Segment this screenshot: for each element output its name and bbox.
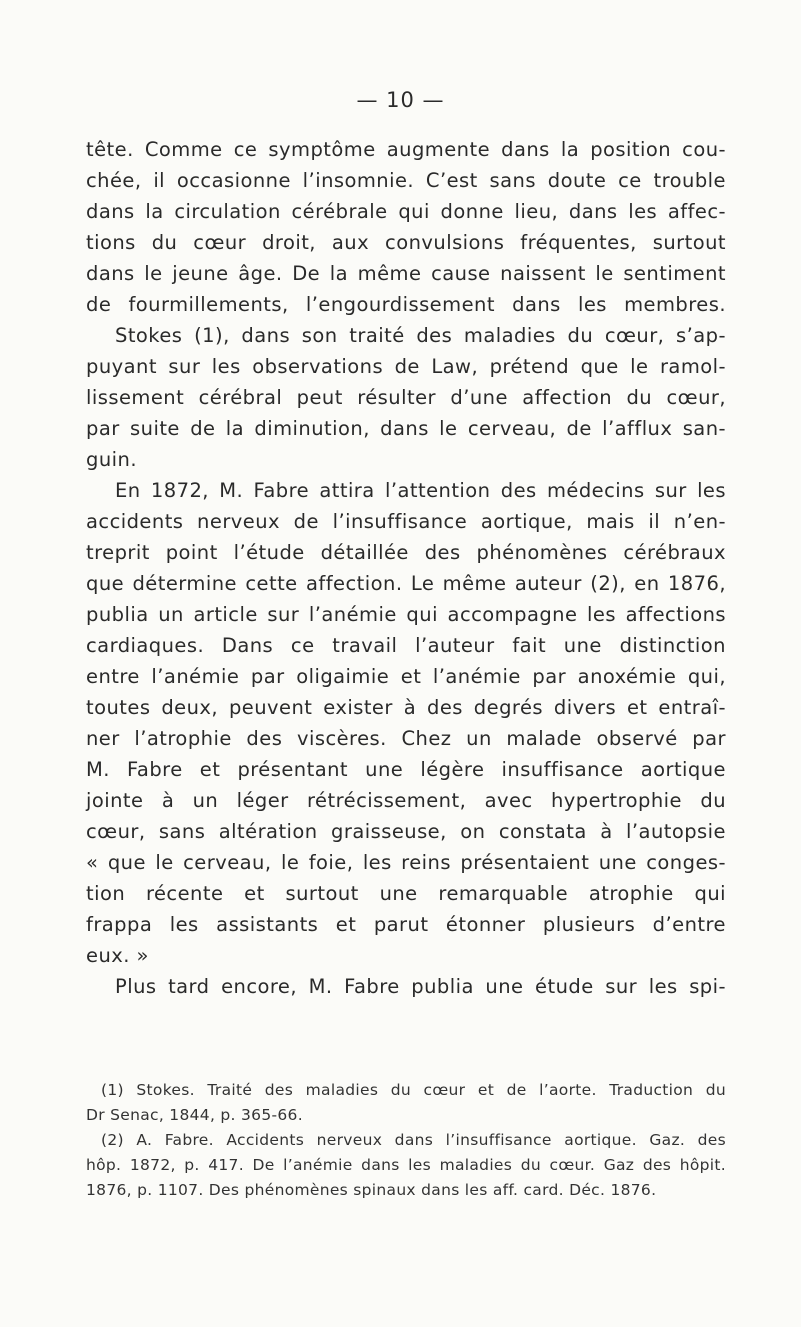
text-line: tion récente et surtout une remarquable atrophie qui xyxy=(86,882,726,905)
text-line: cœur, sans altération graisseuse, on constata à l’autopsie xyxy=(86,820,726,843)
text-line: frappa les assistants et parut étonner plusieurs d’entre xyxy=(86,913,726,936)
text-line: toutes deux, peuvent exister à des degrés divers et entraî- xyxy=(86,696,726,719)
text-line: chée, il occasionne l’insomnie. C’est sans doute ce trouble xyxy=(86,169,726,192)
paragraph-end-line: guin. xyxy=(86,448,137,471)
paragraph-start-line: En 1872, M. Fabre attira l’attention des médecins sur les xyxy=(115,479,726,502)
body-text xyxy=(86,134,726,1002)
text-line: jointe à un léger rétrécissement, avec hypertrophie du xyxy=(86,789,726,812)
text-line: dans le jeune âge. De la même cause naissent le sentiment xyxy=(86,262,726,285)
text-line: par suite de la diminution, dans le cerveau, de l’afflux san- xyxy=(86,417,726,440)
page-number: — 10 — xyxy=(356,88,445,112)
text-line: dans la circulation cérébrale qui donne lieu, dans les affec- xyxy=(86,200,726,223)
footnote-line: Dr Senac, 1844, p. 365-66. xyxy=(86,1106,303,1124)
text-line: tions du cœur droit, aux convulsions fréquentes, surtout xyxy=(86,231,726,254)
text-line: accidents nerveux de l’insuffisance aortique, mais il n’en- xyxy=(86,510,726,533)
text-line: lissement cérébral peut résulter d’une affection du cœur, xyxy=(86,386,726,409)
footnote-line: hôp. 1872, p. 417. De l’anémie dans les maladies du cœur. Gaz des hôpit. xyxy=(86,1156,726,1174)
text-line: puyant sur les observations de Law, prétend que le ramol- xyxy=(86,355,726,378)
text-line: de fourmillements, l’engourdissement dans les membres. xyxy=(86,293,726,316)
footnote-line: (1) Stokes. Traité des maladies du cœur et de l’aorte. Traduction du xyxy=(101,1081,726,1099)
text-line: « que le cerveau, le foie, les reins présentaient une conges- xyxy=(86,851,726,874)
text-line: ner l’atrophie des viscères. Chez un malade observé par xyxy=(86,727,726,750)
paragraph-end-line: eux. » xyxy=(86,944,149,967)
text-line: treprit point l’étude détaillée des phénomènes cérébraux xyxy=(86,541,726,564)
text-line: entre l’anémie par oligaimie et l’anémie par anoxémie qui, xyxy=(86,665,726,688)
text-line: cardiaques. Dans ce travail l’auteur fait une distinction xyxy=(86,634,726,657)
text-line: que détermine cette affection. Le même auteur (2), en 1876, xyxy=(86,572,726,595)
text-line: tête. Comme ce symptôme augmente dans la position cou- xyxy=(86,138,726,161)
text-line: publia un article sur l’anémie qui accompagne les affections xyxy=(86,603,726,626)
paragraph-start-line: Stokes (1), dans son traité des maladies du cœur, s’ap- xyxy=(115,324,726,347)
footnotes xyxy=(86,1078,726,1203)
paragraph-start-line: Plus tard encore, M. Fabre publia une étude sur les spi- xyxy=(115,975,726,998)
text-line: M. Fabre et présentant une légère insuffisance aortique xyxy=(86,758,726,781)
footnote-line: 1876, p. 1107. Des phénomènes spinaux dans les aff. card. Déc. 1876. xyxy=(86,1181,657,1199)
footnote-line: (2) A. Fabre. Accidents nerveux dans l’insuffisance aortique. Gaz. des xyxy=(101,1131,726,1149)
